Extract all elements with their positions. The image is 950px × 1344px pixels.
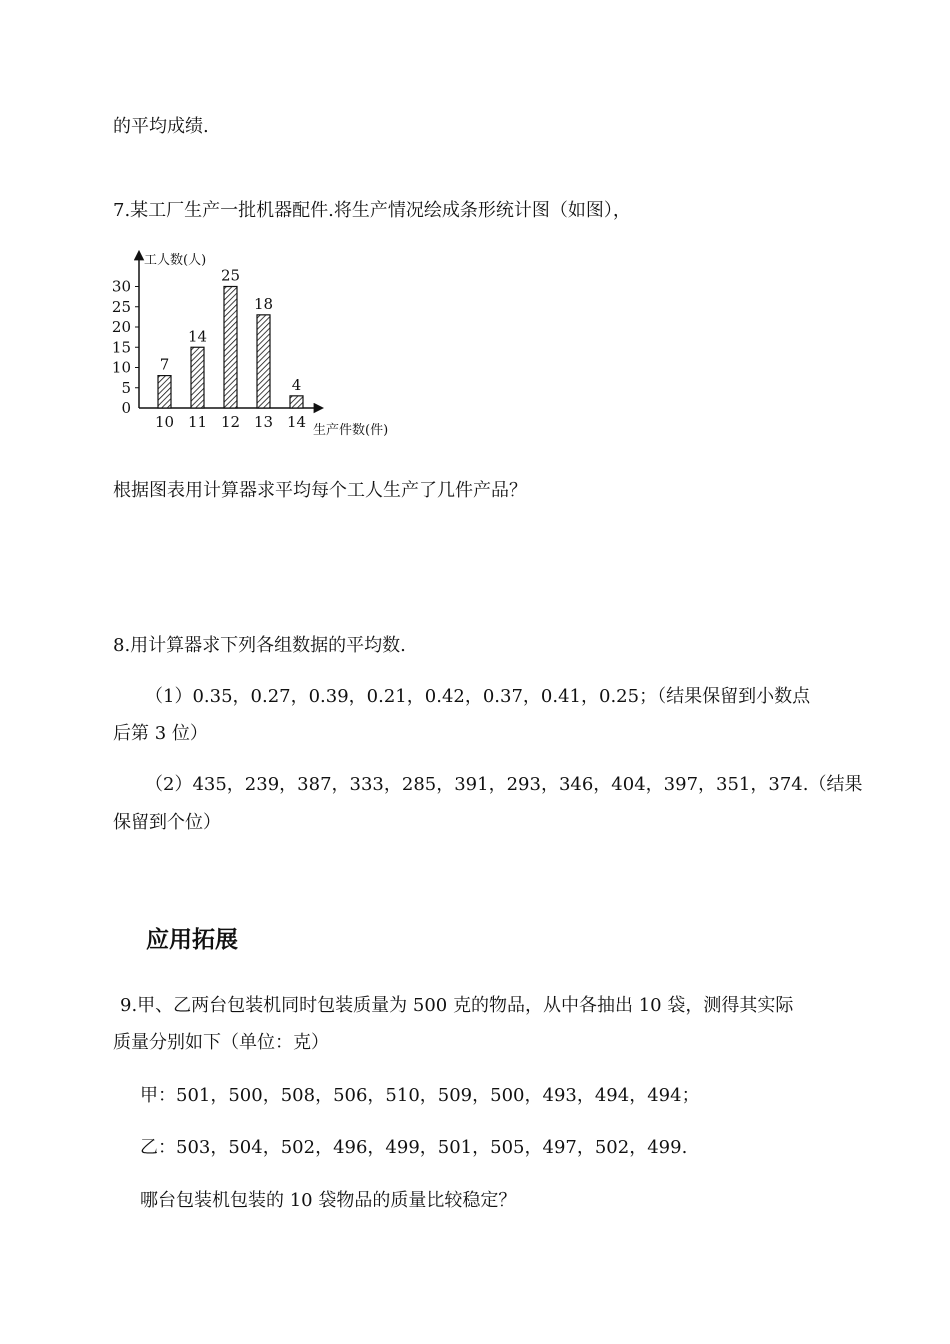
question-9-line-1: 9.甲、乙两台包装机同时包装质量为 500 克的物品，从中各抽出 10 袋，测得其实际 xyxy=(120,995,794,1016)
x-ticks xyxy=(155,413,306,431)
y-tick-label-15: 15 xyxy=(111,338,131,357)
question-7-prompt: 根据图表用计算器求平均每个工人生产了几件产品？ xyxy=(113,480,527,501)
x-tick-label-11: 11 xyxy=(187,413,208,431)
bar-14 xyxy=(290,396,303,408)
bar-13 xyxy=(257,315,270,408)
previous-question-tail: 的平均成绩. xyxy=(113,116,209,137)
bars xyxy=(158,287,303,409)
question-9-prompt: 哪台包装机包装的 10 袋物品的质量比较稳定？ xyxy=(140,1190,517,1211)
x-tick-label-14: 14 xyxy=(286,413,307,431)
y-axis-label: 工人数(人) xyxy=(144,253,207,268)
x-tick-label-13: 13 xyxy=(253,413,274,431)
question-9-data-jia: 甲：501，500，508，506，510，509，500，493，494，494； xyxy=(140,1085,700,1106)
data-label-11: 14 xyxy=(187,327,208,346)
worker-production-bar-chart xyxy=(108,246,408,436)
bar-11 xyxy=(191,347,204,408)
y-tick-label-0: 0 xyxy=(121,399,131,417)
section-heading: 应用拓展 xyxy=(146,927,238,953)
question-8-part-2-line-1: （2）435，239，387，333，285，391，293，346，404，397，351，374.（结果 xyxy=(145,774,863,795)
data-label-14: 4 xyxy=(291,375,302,394)
data-label-12: 25 xyxy=(220,266,241,285)
x-axis-label: 生产件数(件) xyxy=(313,423,389,436)
question-8-part-2-line-2: 保留到个位） xyxy=(113,812,221,833)
y-tick-label-20: 20 xyxy=(111,318,131,336)
data-label-10: 7 xyxy=(159,355,170,374)
y-tick-label-30: 30 xyxy=(111,277,131,296)
question-8-part-1-line-1: （1）0.35，0.27，0.39，0.21，0.42，0.37，0.41，0.25；（结果保留到小数点 xyxy=(145,686,811,707)
bar-12 xyxy=(224,287,237,409)
y-tick-label-25: 25 xyxy=(111,297,131,316)
y-ticks xyxy=(112,278,139,418)
y-tick-label-5: 5 xyxy=(121,378,131,397)
question-8-text: 8.用计算器求下列各组数据的平均数. xyxy=(113,635,406,656)
x-tick-label-10: 10 xyxy=(154,413,175,431)
question-9-line-2: 质量分别如下（单位：克） xyxy=(113,1032,329,1053)
y-tick-label-10: 10 xyxy=(111,358,131,377)
question-8-part-1-line-2: 后第 3 位） xyxy=(113,723,208,744)
question-9-data-yi: 乙：503，504，502，496，499，501，505，497，502，499. xyxy=(140,1137,688,1158)
question-7-text: 7.某工厂生产一批机器配件.将生产情况绘成条形统计图（如图）， xyxy=(113,200,631,221)
bar-10 xyxy=(158,376,171,408)
x-tick-label-12: 12 xyxy=(220,413,241,431)
data-label-13: 18 xyxy=(253,294,274,313)
